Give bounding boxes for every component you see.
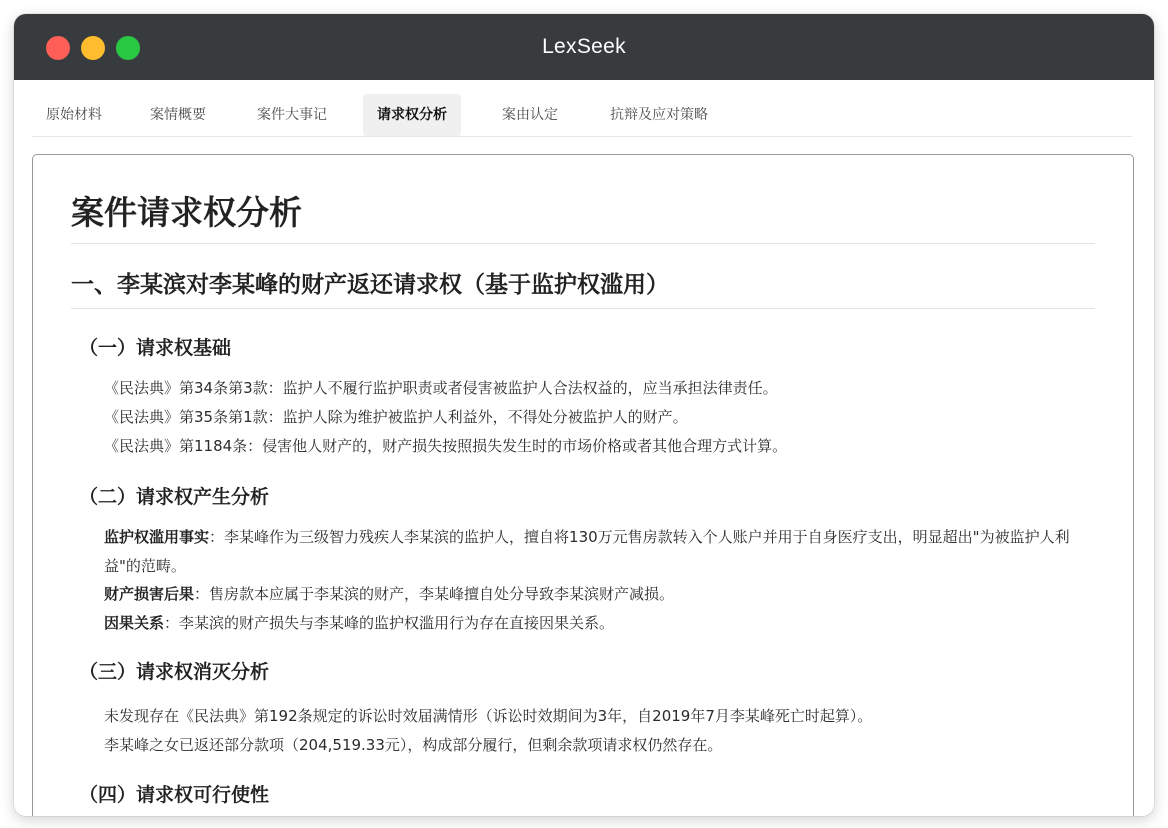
- extinction-line: 李某峰之女已返还部分款项（204,519.33元），构成部分履行，但剩余款项请求权仍然存在。: [104, 736, 723, 754]
- tab-defense-strategy[interactable]: 抗辩及应对策略: [610, 107, 708, 123]
- analysis-item-label: 监护权滥用事实: [104, 528, 210, 546]
- analysis-item-text: 李某峰作为三级智力残疾人李某滨的监护人，擅自将130万元售房款转入个人账户并用于自身医疗支出，明显超出"为被监护人利益"的范畴。: [104, 528, 1070, 575]
- document-panel[interactable]: [32, 154, 1134, 816]
- app-window: [14, 14, 1154, 816]
- tab-case-timeline[interactable]: 案件大事记: [257, 107, 327, 123]
- subsection-heading-1: （一）请求权基础: [79, 337, 232, 359]
- analysis-item-text: 李某滨的财产损失与李某峰的监护权滥用行为存在直接因果关系。: [179, 614, 615, 632]
- analysis-item: [104, 609, 1094, 638]
- analysis-item-separator: ：: [209, 528, 225, 546]
- tab-cause-of-action[interactable]: 案由认定: [502, 107, 558, 123]
- analysis-item-text: 售房款本应属于李某滨的财产，李某峰擅自处分导致李某滨财产减损。: [209, 585, 675, 603]
- legal-basis-line: 《民法典》第35条第1款：监护人除为维护被监护人利益外，不得处分被监护人的财产。: [104, 408, 688, 426]
- extinction-line: 未发现存在《民法典》第192条规定的诉讼时效届满情形（诉讼时效期间为3年，自2019年7月李某峰死亡时起算）。: [104, 707, 873, 725]
- tab-raw-materials[interactable]: 原始材料: [46, 107, 102, 123]
- section-heading-1: 一、李某滨对李某峰的财产返还请求权（基于监护权滥用）: [71, 272, 669, 298]
- window-title: LexSeek: [542, 35, 626, 58]
- subsection-heading-2: （二）请求权产生分析: [79, 486, 270, 508]
- subsection-heading-4: （四）请求权可行使性: [79, 784, 270, 806]
- title-bar: [14, 14, 1154, 80]
- analysis-item-separator: ：: [164, 614, 180, 632]
- tab-bar: [32, 94, 1132, 137]
- legal-basis-line: 《民法典》第1184条：侵害他人财产的，财产损失按照损失发生时的市场价格或者其他合理方式计算。: [104, 437, 788, 455]
- tab-case-summary[interactable]: 案情概要: [150, 107, 206, 123]
- analysis-item-separator: ：: [194, 585, 210, 603]
- analysis-item-label: 因果关系: [104, 614, 165, 632]
- tab-claim-analysis[interactable]: 请求权分析: [363, 94, 461, 136]
- section-divider: [71, 308, 1095, 309]
- analysis-item: [104, 523, 1094, 581]
- title-divider: [71, 243, 1095, 244]
- legal-basis-line: 《民法典》第34条第3款：监护人不履行监护职责或者侵害被监护人合法权益的，应当承担法律责任。: [104, 379, 778, 397]
- analysis-item: [104, 580, 1094, 609]
- analysis-item-label: 财产损害后果: [104, 585, 195, 603]
- subsection-heading-3: （三）请求权消灭分析: [79, 661, 270, 683]
- document-title: 案件请求权分析: [71, 193, 302, 232]
